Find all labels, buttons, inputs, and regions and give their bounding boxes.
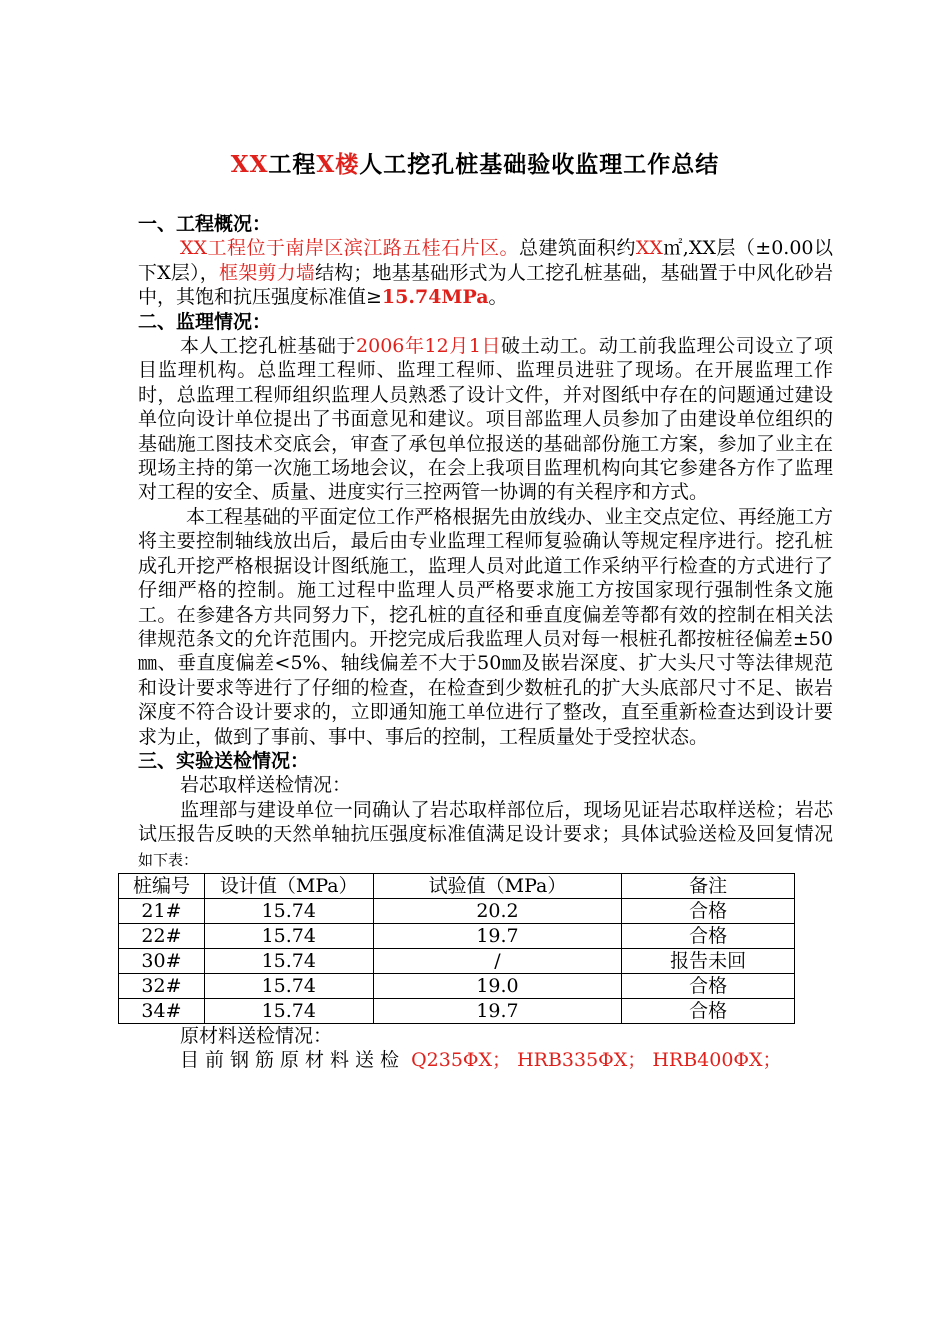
table-cell: / [373, 948, 622, 973]
structure-type: 框架剪力墙 [219, 261, 315, 284]
section-1-heading: 一、工程概况： [138, 213, 272, 235]
table-cell: 报告未回 [622, 948, 795, 973]
table-cell: 合格 [622, 973, 795, 998]
start-date: 2006年12月1日 [356, 335, 502, 358]
text-run: 本人工挖孔桩基础于 [180, 335, 357, 358]
text-run-small: 如下表： [138, 850, 199, 869]
table-cell: 15.74 [204, 998, 373, 1023]
table-row [119, 998, 795, 1023]
table-header-cell: 设计值（MPa） [204, 873, 373, 898]
table-cell: 30# [119, 948, 205, 973]
table-header-row [119, 873, 795, 898]
building-area: XX [635, 237, 663, 260]
table-cell: 19.7 [373, 923, 622, 948]
table-cell: 合格 [622, 923, 795, 948]
table-header-cell: 桩编号 [119, 873, 205, 898]
table-cell: 19.0 [373, 973, 622, 998]
table-cell: 22# [119, 923, 205, 948]
text-run: 监理部与建设单位一同确认了岩芯取样部位后，现场见证岩芯取样送检；岩芯试压报告反映的天然单轴抗压强度标准值满足设计要求；具体试验送检及回复情况 [138, 798, 833, 846]
steel-grade-hrb335: HRB335ΦX； [517, 1049, 647, 1072]
title-part-4: 人工挖孔桩基础验收监理工作总结 [359, 151, 720, 178]
table-header-cell: 备注 [622, 873, 795, 898]
table-cell: 合格 [622, 998, 795, 1023]
section-1-paragraph [138, 236, 833, 309]
table-cell: 15.74 [204, 923, 373, 948]
section-2-heading: 二、监理情况： [138, 310, 272, 333]
table-cell: 19.7 [373, 998, 622, 1023]
text-run: 目前钢筋原材料送检 [180, 1049, 406, 1072]
title-part-red-1: XX [230, 151, 269, 178]
text-run: 。 [488, 286, 508, 309]
text-run: ㎡,XX层（±0.00以下X层）， [138, 237, 833, 284]
table-cell: 32# [119, 973, 205, 998]
table-cell: 合格 [622, 898, 795, 923]
section-3-paragraph-1 [138, 798, 833, 872]
table-row [119, 923, 795, 948]
section-2-paragraph-1 [138, 334, 833, 505]
strength-value: 15.74MPa [381, 286, 489, 309]
section-3-paragraph-2 [138, 1048, 833, 1072]
section-3-heading: 三、实验送检情况： [138, 749, 310, 772]
core-test-table [118, 873, 795, 1024]
table-cell: 34# [119, 998, 205, 1023]
raw-material-subheading: 原材料送检情况： [180, 1024, 333, 1047]
document-body [132, 212, 833, 1073]
table-cell: 15.74 [204, 948, 373, 973]
table-row [119, 898, 795, 923]
text-run: 破土动工。动工前我监理公司设立了项目监理机构。总监理工程师、监理工程师、监理员进驻了现场。在开展监理工作时，总监理工程师组织监理人员熟悉了设计文件，并对图纸中存在的问题通过建设单位向设计单位提出了书面意见和建议。项目部监理人员参加了由建设单位组织的基础施工图技术交底会，审查了承包单位报送的基础部份施工方案，参加了业主在现场主持的第一次施工场地会议，在会上我项目监理机构向其它参建各方作了监理对工程的安全、质量、进度实行三控两管一协调的有关程序和方式。 [138, 335, 833, 504]
table-cell: 15.74 [204, 898, 373, 923]
steel-grade-hrb400: HRB400ΦX； [652, 1049, 782, 1072]
title-part-red-3: X楼 [316, 151, 360, 178]
table-cell: 15.74 [204, 973, 373, 998]
table-cell: 21# [119, 898, 205, 923]
project-location: XX工程位于南岸区滨江路五桂石片区。 [180, 237, 519, 260]
text-run: 总建筑面积约 [519, 237, 636, 260]
core-sampling-subheading: 岩芯取样送检情况： [180, 774, 352, 797]
title-part-2: 工程 [268, 151, 317, 178]
steel-grade-q235: Q235ΦX； [411, 1049, 512, 1072]
text-run: 结构；地基基础形式为人工挖孔桩基础，基础置于中风化砂岩中，其饱和抗压强度标准值≥ [138, 261, 833, 309]
table-row [119, 948, 795, 973]
document-title [0, 146, 950, 179]
table-row [119, 973, 795, 998]
table-cell: 20.2 [373, 898, 622, 923]
section-2-paragraph-2: 本工程基础的平面定位工作严格根据先由放线办、业主交点定位、再经施工方将主要控制轴线放出后，最后由专业监理工程师复验确认等规定程序进行。挖孔桩成孔开挖严格根据设计图纸施工，监理人员对此道工作采纳平行检查的方式进行了仔细严格的控制。施工过程中监理人员严格要求施工方按国家现行强制性条文施工。在参建各方共同努力下，挖孔桩的直径和垂直度偏差等都有效的控制在相关法律规范条文的允许范围内。开挖完成后我监理人员对每一根桩孔都按桩径偏差±50㎜、垂直度偏差<5%、轴线偏差不大于50㎜及嵌岩深度、扩大头尺寸等法律规范和设计要求等进行了仔细的检查，在检查到少数桩孔的扩大头底部尺寸不足、嵌岩深度不符合设计要求的，立即通知施工单位进行了整改，直至重新检查达到设计要求为止，做到了事前、事中、事后的控制，工程质量处于受控状态。 [138, 505, 833, 748]
table-header-cell: 试验值（MPa） [373, 873, 622, 898]
